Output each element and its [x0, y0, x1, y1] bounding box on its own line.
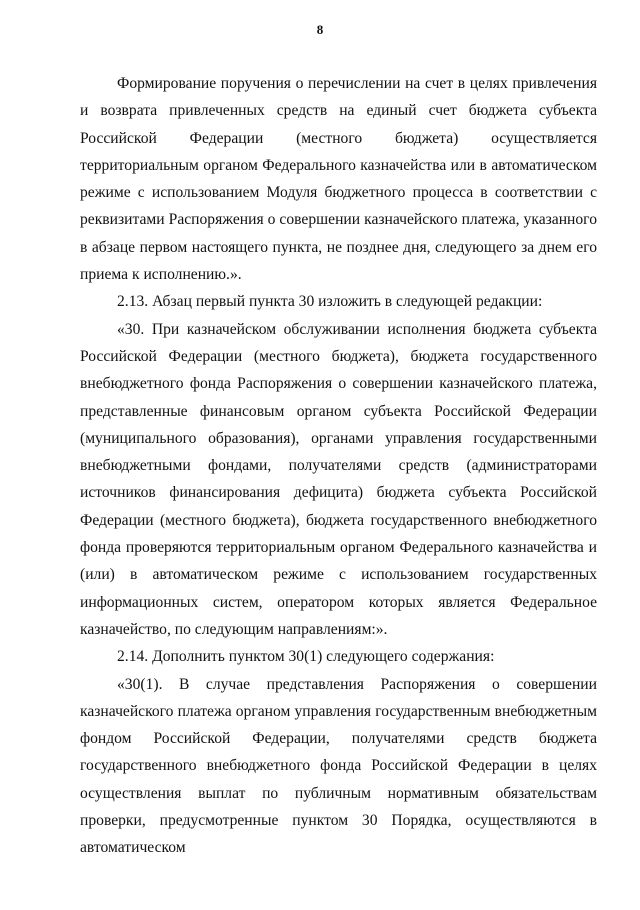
paragraph-clause-30: «30. При казначейском обслуживании исполнения бюджета субъекта Российской Федерации (местного бюджета), бюджета государственного внебюджетного фонда Распоряжения о совершении казначейского платежа, представленные финансовым органом субъекта Российской Федерации (муниципального образования), органами управления государственными внебюджетными фондами, получателями средств (администраторами источников финансирования дефицита) бюджета субъекта Российской Федерации (местного бюджета), бюджета государственного внебюджетного фонда проверяются территориальным органом Федерального казначейства и (или) в автоматическом режиме с использованием государственных информационных систем, оператором которых является Федеральное казначейство, по следующим направлениям:».	[80, 320, 597, 638]
paragraph-amendment-2-14: 2.14. Дополнить пунктом 30(1) следующего содержания:	[117, 648, 495, 666]
page-number: 8	[316, 22, 324, 37]
paragraph-funds-transfer-order: Формирование поручения о перечислении на счет в целях привлечения и возврата привлеченных средств на единый счет бюджета субъекта Российской Федерации (местного бюджета) осуществляется территориальным органом Федерального казначейства или в автоматическом режиме с использованием Модуля бюджетного процесса в соответствии с реквизитами Распоряжения о совершении казначейского платежа, указанного в абзаце первом настоящего пункта, не позднее дня, следующего за днем его приема к исполнению.».	[80, 75, 597, 284]
paragraph-clause-30-1: «30(1). В случае представления Распоряжения о совершении казначейского платежа органом управления государственным внебюджетным фондом Российской Федерации, получателями средств бюджета государственного внебюджетного фонда Российской Федерации в целях осуществления выплат по публичным нормативным обязательствам проверки, предусмотренные пунктом 30 Порядка, осуществляются в автоматическом	[80, 675, 597, 857]
paragraph-amendment-2-13: 2.13. Абзац первый пункта 30 изложить в следующей редакции:	[117, 293, 543, 311]
document-body	[80, 70, 597, 862]
